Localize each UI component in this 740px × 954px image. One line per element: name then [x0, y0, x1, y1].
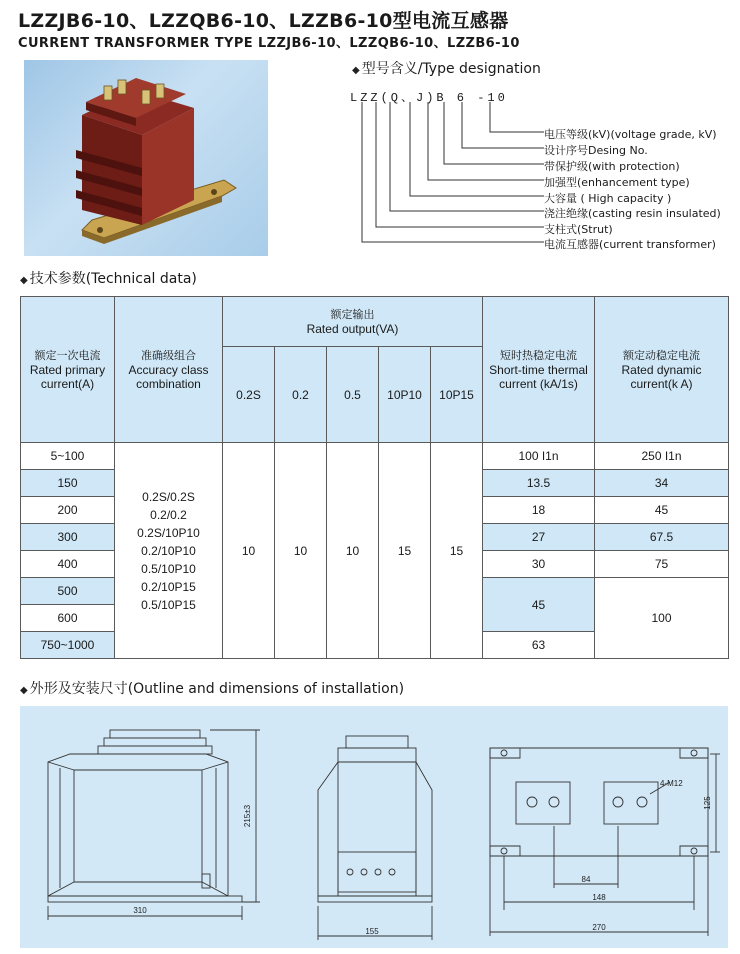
designation-item: 支柱式(Strut): [544, 223, 613, 236]
output-value-cell: 10: [327, 443, 379, 659]
dynamic-cell: 100: [595, 578, 729, 659]
designation-item: 电压等级(kV)(voltage grade, kV): [544, 128, 717, 141]
dim-side-width: 155: [365, 927, 379, 936]
dim-top-height: 125: [703, 796, 712, 810]
primary-current-cell: 200: [21, 497, 115, 524]
designation-item: 电流互感器(current transformer): [544, 238, 716, 251]
side-view: [318, 736, 432, 940]
thermal-cell: 30: [483, 551, 595, 578]
outline-drawings: [20, 706, 728, 948]
output-class-header: 10P10: [379, 347, 431, 443]
dynamic-current-header: 额定动稳定电流 Rated dynamic current(k A): [595, 297, 729, 443]
front-view: [48, 730, 260, 920]
page-subtitle: CURRENT TRANSFORMER TYPE LZZJB6-10、LZZQB6-10、LZZB6-10: [18, 36, 520, 51]
outline-drawing-panel: [20, 706, 728, 948]
output-value-cell: 15: [431, 443, 483, 659]
dim-84: 84: [581, 875, 591, 884]
output-class-header: 0.2S: [223, 347, 275, 443]
primary-current-cell: 150: [21, 470, 115, 497]
output-value-cell: 15: [379, 443, 431, 659]
outline-heading: ◆ 外形及安装尺寸(Outline and dimensions of installation): [20, 681, 405, 697]
primary-current-cell: 300: [21, 524, 115, 551]
designation-item: 大容量 ( High capacity ): [544, 192, 672, 205]
dim-front-width: 310: [133, 906, 147, 915]
dim-height: 215±3: [243, 804, 252, 828]
accuracy-class-header: 准确级组合 Accuracy class combination: [115, 297, 223, 443]
thermal-cell: 45: [483, 578, 595, 632]
primary-current-cell: 400: [21, 551, 115, 578]
rated-output-header: 额定输出 Rated output(VA): [223, 297, 483, 347]
top-view: [490, 748, 720, 936]
primary-current-cell: 5~100: [21, 443, 115, 470]
primary-current-cell: 500: [21, 578, 115, 605]
output-class-header: 10P15: [431, 347, 483, 443]
output-class-header: 0.5: [327, 347, 379, 443]
thermal-cell: 13.5: [483, 470, 595, 497]
thermal-cell: 18: [483, 497, 595, 524]
dim-270: 270: [592, 923, 606, 932]
thermal-cell: 27: [483, 524, 595, 551]
output-class-header: 0.2: [275, 347, 327, 443]
dim-hole-label: 4-M12: [660, 779, 683, 788]
dynamic-cell: 34: [595, 470, 729, 497]
designation-item: 设计序号Desing No.: [544, 144, 648, 157]
thermal-cell: 100 I1n: [483, 443, 595, 470]
page-title: LZZJB6-10、LZZQB6-10、LZZB6-10型电流互感器: [18, 10, 509, 32]
designation-item: 加强型(enhancement type): [544, 176, 690, 189]
designation-heading: ◆ 型号含义/Type designation: [352, 61, 541, 77]
output-value-cell: 10: [275, 443, 327, 659]
primary-current-cell: 750~1000: [21, 632, 115, 659]
dynamic-cell: 45: [595, 497, 729, 524]
technical-data-table: [20, 296, 729, 659]
designation-code: LZZ(Q、J)B 6 -10: [350, 91, 508, 105]
accuracy-combination-cell: 0.2S/0.2S 0.2/0.2 0.2S/10P10 0.2/10P10 0.5/10P10 0.2/10P15 0.5/10P15: [115, 443, 223, 659]
primary-current-header: 额定一次电流 Rated primary current(A): [21, 297, 115, 443]
thermal-current-header: 短时热稳定电流 Short-time thermal current (kA/1s): [483, 297, 595, 443]
designation-leader-lines: [340, 100, 550, 250]
dynamic-cell: 75: [595, 551, 729, 578]
technical-heading: ◆ 技术参数(Technical data): [20, 271, 197, 287]
designation-item: 浇注绝缘(casting resin insulated): [544, 207, 721, 220]
transformer-image: [24, 60, 268, 256]
output-value-cell: 10: [223, 443, 275, 659]
dim-148: 148: [592, 893, 606, 902]
dynamic-cell: 250 I1n: [595, 443, 729, 470]
product-photo: [24, 60, 268, 256]
dynamic-cell: 67.5: [595, 524, 729, 551]
designation-item: 带保护级(with protection): [544, 160, 680, 173]
thermal-cell: 63: [483, 632, 595, 659]
primary-current-cell: 600: [21, 605, 115, 632]
